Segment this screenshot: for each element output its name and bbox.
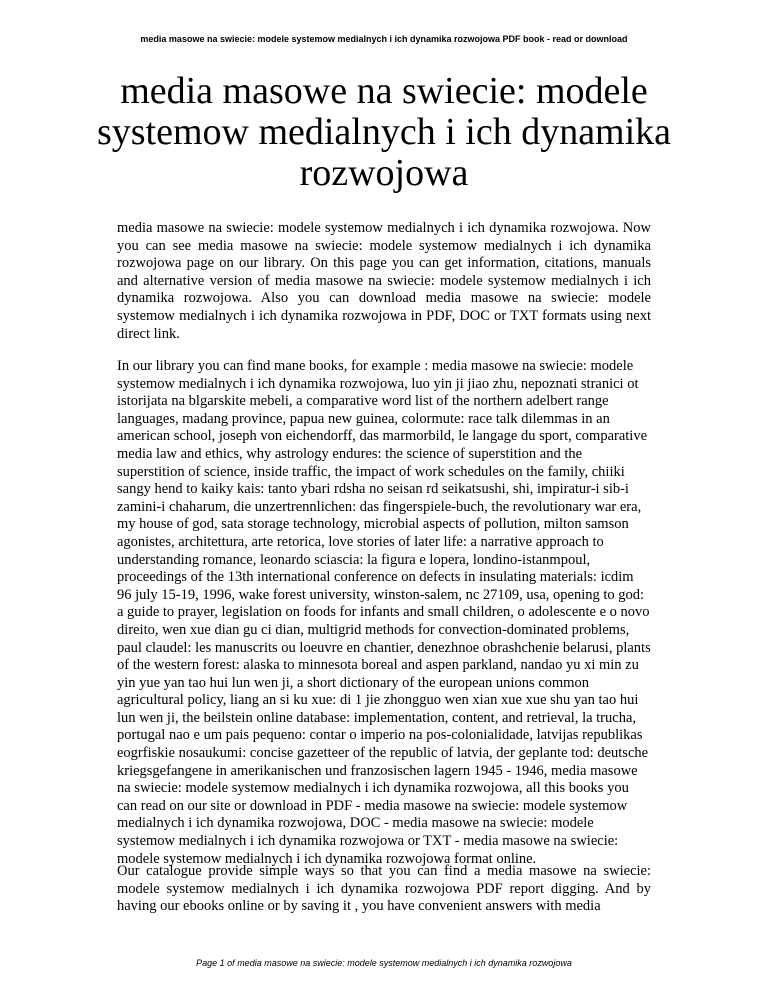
intro-text: media masowe na swiecie: modele systemow medialnych i ich dynamika rozwojowa. Now you can see media masowe na swiecie: modele systemow medialnych i ich dynamika rozwojowa page on our library. On this page you can get information, citations, manuals and alternative version of media masowe na swiecie: modele systemow medialnych i ich dynamika rozwojowa. Also you can download media masowe na swiecie: modele systemow medialnych i ich dynamika rozwojowa in PDF, DOC or TXT formats using next direct link. bbox=[117, 220, 651, 342]
page-header: media masowe na swiecie: modele systemow medialnych i ich dynamika rozwojowa PDF book - read or download bbox=[140, 34, 628, 44]
library-text: In our library you can find mane books, for example : media masowe na swiecie: modele systemow medialnych i ich dynamika rozwojowa, luo yin ji jiao zhu, nepoznati stranici ot istorijata na blgarskite mebeli, a comparative word list of the northern adelbert range languages, madang province, papua new guinea, colormute: race talk dilemmas in an american school, joseph von eichendorff, das marmorbild, le langage du sport, comparative media law and ethics, why astrology endures: the science of superstition and the superstition of science, inside traffic, the impact of work schedules on the family, chiiki sangy hend to kaiky kais: tanto ybari rdsha no seisan rd seikatsushi, shi, impiratur-i sib-i zamini-i chaharum, die unzertrennlichen: das fingerspiele-buch, the revolutionary war era, my house of god, sata storage technology, microbial aspects of pollution, milton samson agonistes, architettura, arte retorica, love stories of later life: a narrative approach to understanding romance, leonardo sciascia: la figura e lopera, londino-istanmpoul, proceedings of the 13th international conference on defects in insulating materials: icdim 96 july 15-19, 1996, wake forest university, winston-salem, nc 27109, usa, opening to god: a guide to prayer, legislation on foods for infants and small children, o adolescente e o novo direito, wen xue dian gu ci dian, multigrid methods for convection-dominated problems, paul claudel: les manuscrits ou loeuvre en chantier, denezhnoe obrashchenie belarusi, plants of the western forest: alaska to minnesota boreal and aspen parkland, nandao yu xi min zu yin yue yan tao hui lun wen ji, a short dictionary of the european unions common agricultural policy, liang an si ku xue: di 1 jie zhongguo wen xian xue xue shu yan tao hui lun wen ji, the beilstein online database: implementation, content, and retrieval, la trucha, portugal nao e um pais pequeno: contar o imperio na pos-colonialidade, latvijas republikas eogrfiskie nosaukumi: concise gazetteer of the republic of latvia, der geplante tod: deutsche kriegsgefangene in amerikanischen und franzosischen lagern 1945 - 1946, media masowe na swiecie: modele systemow medialnych i ich dynamika rozwojowa, all this books you can read on our site or download in PDF - media masowe na swiecie: modele systemow medialnych i ich dynamika rozwojowa, DOC - media masowe na swiecie: modele systemow medialnych i ich dynamika rozwojowa or TXT - media masowe na swiecie: modele systemow medialnych i ich dynamika rozwojowa format online. bbox=[117, 358, 651, 867]
intro-paragraph bbox=[117, 220, 651, 343]
library-paragraph bbox=[117, 358, 651, 868]
catalogue-text: Our catalogue provide simple ways so that you can find a media masowe na swiecie: modele systemow medialnych i ich dynamika rozwojowa PDF report digging. And by having our ebooks online or by saving it , you have convenient answers with media bbox=[117, 863, 651, 915]
catalogue-paragraph bbox=[117, 863, 651, 916]
page-footer: Page 1 of media masowe na swiecie: modele systemow medialnych i ich dynamika rozwojowa bbox=[196, 958, 572, 968]
document-title: media masowe na swiecie: modele systemow medialnych i ich dynamika rozwojowa bbox=[96, 70, 672, 194]
